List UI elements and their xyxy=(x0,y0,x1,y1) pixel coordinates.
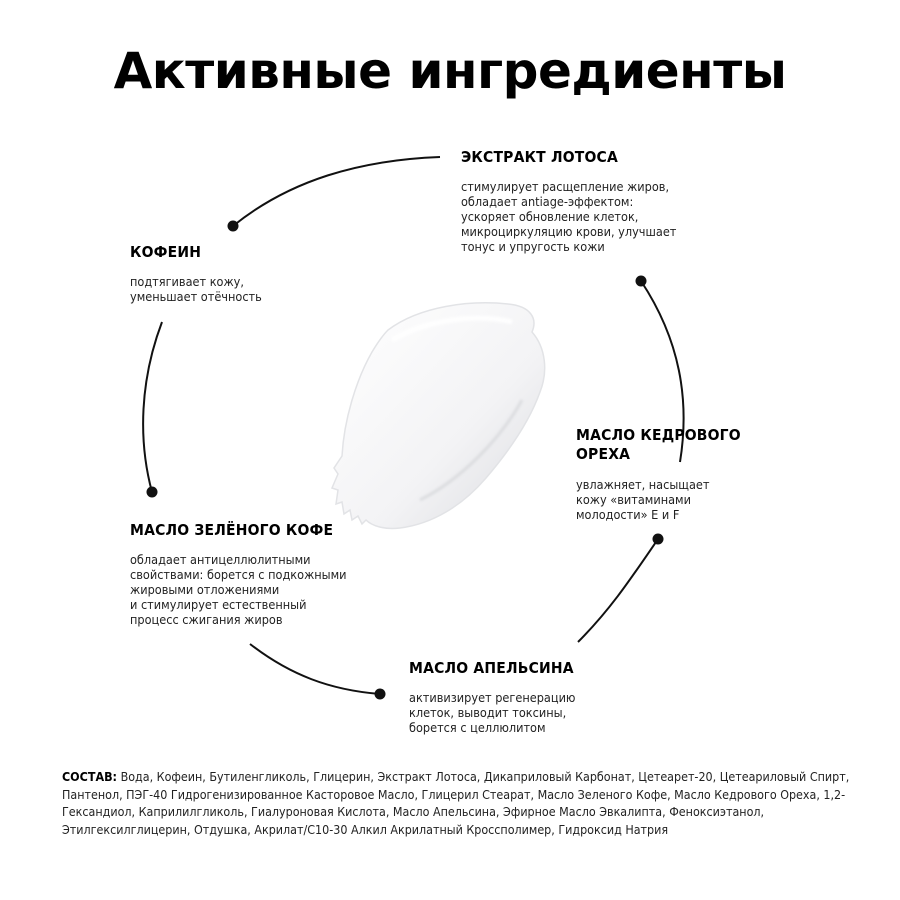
ingredient-description: подтягивает кожу, уменьшает отёчность xyxy=(130,274,262,305)
composition-text xyxy=(62,768,852,838)
dot-cedar xyxy=(653,534,664,545)
arc-bottom-left xyxy=(250,644,380,694)
ingredient-cedar xyxy=(576,426,836,522)
dot-caffeine xyxy=(228,221,239,232)
ingredient-description: увлажняет, насыщает кожу «витаминами молодости» E и F xyxy=(576,476,710,522)
arc-left xyxy=(143,322,162,492)
composition-label: СОСТАВ: xyxy=(62,769,118,784)
composition-list: Вода, Кофеин, Бутиленгликоль, Глицерин, Экстракт Лотоса, Дикаприловый Карбонат, Цетеарет-20, Цетеариловый Спирт, Пантенол, ПЭГ-40 Гидрогенизированное Касторовое Масло, Глицерил Стеарат, Масло Зеленого Кофе, Масло Кедрового Ореха, 1,2-Гександиол, Каприлилгликоль, Гиалуроновая Кислота, Масло Апельсина, Эфирное Масло Эвкалипта, Феноксиэтанол, Этилгексилглицерин, Отдушка, Акрилат/C10-30 Алкил Акрилатный Кроссполимер, Гидроксид Натрия xyxy=(62,769,850,837)
ingredient-name: МАСЛО КЕДРОВОГО ОРЕХА xyxy=(576,426,741,464)
ingredient-description: стимулирует расщепление жиров, обладает antiage-эффектом: ускоряет обновление клеток, микроциркуляцию крови, улучшает тонус и упругость кожи xyxy=(461,179,677,255)
arc-bottom-right xyxy=(578,539,658,642)
ingredient-lotus xyxy=(461,148,761,254)
ingredient-description: активизирует регенерацию клеток, выводит токсины, борется с целлюлитом xyxy=(409,690,576,736)
ingredient-name: ЭКСТРАКТ ЛОТОСА xyxy=(461,148,618,166)
dot-orange xyxy=(375,689,386,700)
cream-smear xyxy=(332,303,545,529)
ingredient-description: обладает антицеллюлитными свойствами: борется с подкожными жировыми отложениями и стимулирует естественный процесс сжигания жиров xyxy=(130,552,347,628)
ingredient-name: КОФЕИН xyxy=(130,243,202,261)
arc-top xyxy=(233,157,440,226)
page-title: Активные ингредиенты xyxy=(113,42,787,100)
ingredient-caffeine xyxy=(130,243,350,304)
ingredient-green-coffee xyxy=(130,521,430,627)
dot-coffee xyxy=(147,487,158,498)
dot-lotus xyxy=(636,276,647,287)
ingredient-name: МАСЛО ЗЕЛЁНОГО КОФЕ xyxy=(130,521,334,539)
ingredient-orange xyxy=(409,659,709,735)
ingredient-name: МАСЛО АПЕЛЬСИНА xyxy=(409,659,574,677)
